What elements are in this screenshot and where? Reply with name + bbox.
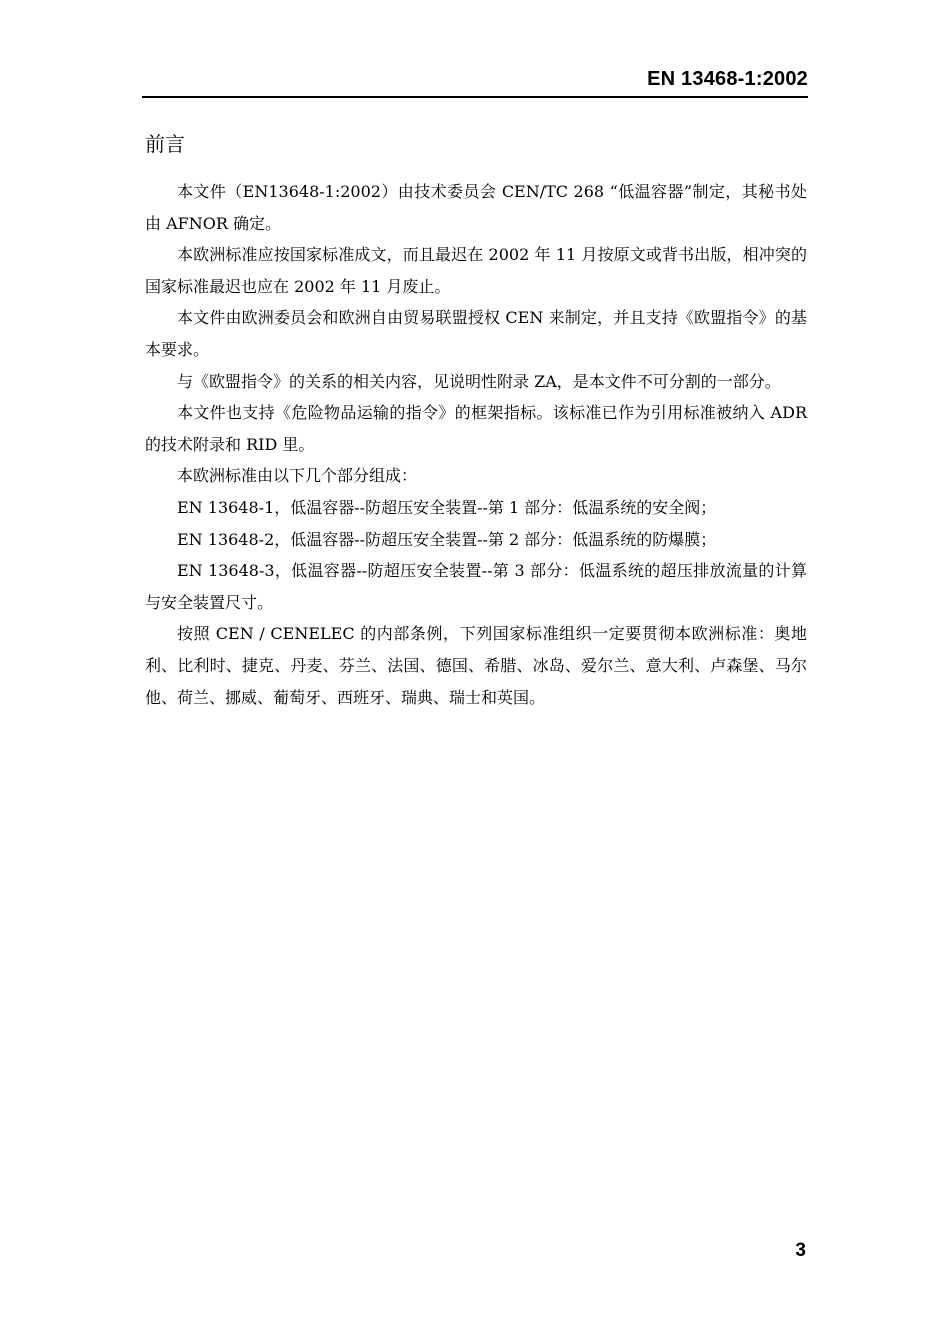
paragraph-part-1: EN 13648-1，低温容器--防超压安全装置--第 1 部分：低温系统的安全阀； — [177, 497, 717, 517]
paragraph-implementing-countries: 按照 CEN / CENELEC 的内部条例，下列国家标准组织一定要贯彻本欧洲标准：奥地利、比利时、捷克、丹麦、芬兰、法国、德国、希腊、冰岛、爱尔兰、意大利、卢森堡、马尔他、荷兰、挪威、葡萄牙、西班牙、瑞典、瑞士和英国。 — [145, 624, 807, 707]
paragraph-mandate: 本文件由欧洲委员会和欧洲自由贸易联盟授权 CEN 来制定，并且支持《欧盟指令》的基本要求。 — [145, 308, 807, 359]
paragraph-part-3: EN 13648-3，低温容器--防超压安全装置--第 3 部分：低温系统的超压排放流量的计算与安全装置尺寸。 — [145, 561, 807, 612]
foreword-body — [145, 176, 807, 713]
document-id-header: EN 13468-1:2002 — [647, 68, 808, 90]
paragraph-national-status: 本欧洲标准应按国家标准成文，而且最迟在 2002 年 11 月按原文或背书出版，相冲突的国家标准最迟也应在 2002 年 11 月废止。 — [145, 245, 807, 296]
paragraph-annex-za: 与《欧盟指令》的关系的相关内容，见说明性附录 ZA，是本文件不可分割的一部分。 — [177, 371, 781, 391]
section-heading: 前言 — [145, 132, 185, 156]
header-divider — [142, 96, 808, 98]
paragraph-part-2: EN 13648-2，低温容器--防超压安全装置--第 2 部分：低温系统的防爆膜； — [177, 529, 717, 549]
paragraph-parts-intro: 本欧洲标准由以下几个部分组成： — [177, 466, 418, 486]
paragraph-transport-directive: 本文件也支持《危险物品运输的指令》的框架指标。该标准已作为引用标准被纳入 ADR 的技术附录和 RID 里。 — [145, 403, 807, 454]
page-number: 3 — [795, 1240, 806, 1261]
paragraph-committee: 本文件（EN13648-1:2002）由技术委员会 CEN/TC 268 “低温容器”制定，其秘书处由 AFNOR 确定。 — [145, 182, 807, 233]
